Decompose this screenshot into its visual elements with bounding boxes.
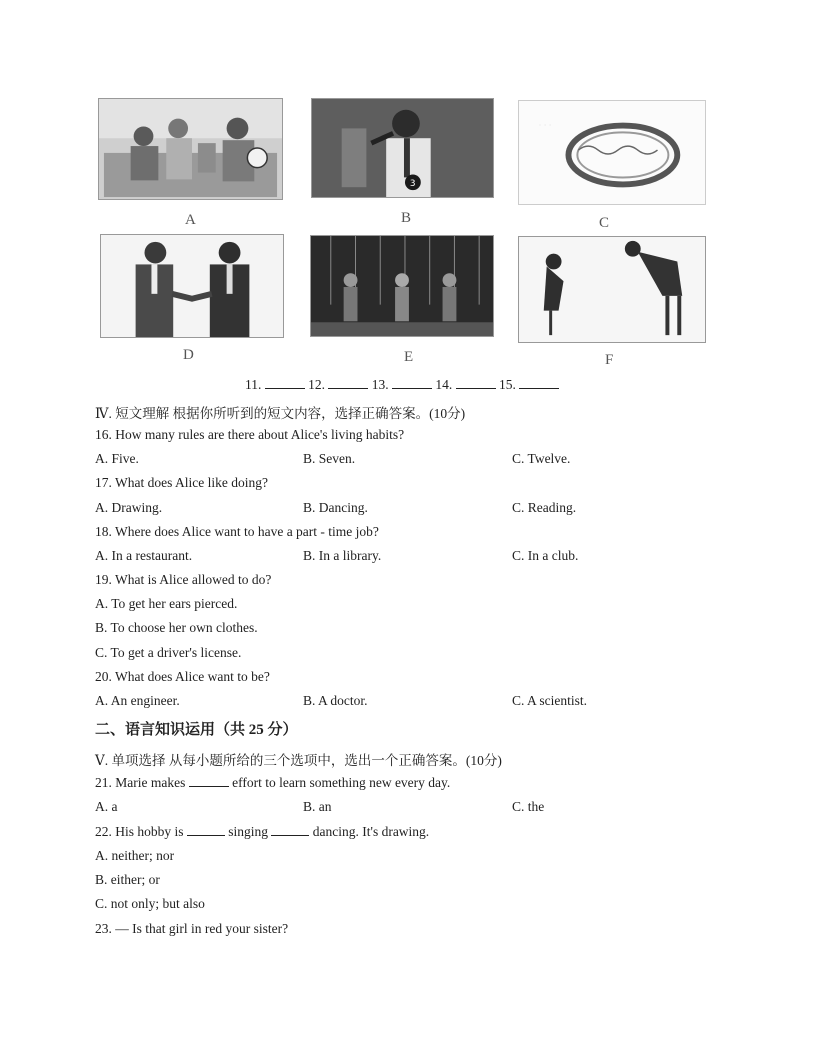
question-21-option-b[interactable]: B. an xyxy=(303,799,332,814)
question-16-option-a[interactable]: A. Five. xyxy=(95,451,139,466)
question-20-option-b[interactable]: B. A doctor. xyxy=(303,693,368,708)
question-22-blank-2[interactable] xyxy=(271,824,309,836)
question-22-blank-1[interactable] xyxy=(187,824,225,836)
men-shaking-hands-icon xyxy=(101,235,283,337)
picture-e xyxy=(310,235,494,337)
question-21-option-c[interactable]: C. the xyxy=(512,799,545,814)
question-17-option-b[interactable]: B. Dancing. xyxy=(303,500,368,515)
question-16-option-c[interactable]: C. Twelve. xyxy=(512,451,571,466)
picture-b-label: B xyxy=(401,210,412,226)
ring-icon xyxy=(519,101,705,204)
answer-blank[interactable] xyxy=(519,377,559,389)
picture-e-label: E xyxy=(404,349,414,365)
question-18-option-c[interactable]: C. In a club. xyxy=(512,548,579,563)
svg-text:. . .: . . . xyxy=(538,118,552,128)
people-bowing-icon xyxy=(519,237,705,342)
question-17-option-c[interactable]: C. Reading. xyxy=(512,500,577,515)
rock-band-stage-icon xyxy=(311,236,493,336)
picture-c-label: C xyxy=(599,215,610,231)
picture-f xyxy=(518,236,706,343)
question-17-option-a[interactable]: A. Drawing. xyxy=(95,500,163,515)
question-22-stem-mid: singing xyxy=(228,824,269,839)
question-19-stem: 19. What is Alice allowed to do? xyxy=(95,572,272,587)
picture-a-label: A xyxy=(185,212,196,228)
question-16-stem: 16. How many rules are there about Alice's living habits? xyxy=(95,427,405,442)
question-21-stem xyxy=(95,775,450,791)
question-18-option-b[interactable]: B. In a library. xyxy=(303,548,382,563)
picture-d xyxy=(100,234,284,338)
question-18-stem: 18. Where does Alice want to have a part - time job? xyxy=(95,524,379,539)
question-20-option-a[interactable]: A. An engineer. xyxy=(95,693,180,708)
question-22-option-b[interactable]: B. either; or xyxy=(95,872,160,887)
section-4-heading: Ⅳ. 短文理解 根据你所听到的短文内容，选择正确答案。(10分) xyxy=(95,406,466,421)
picture-f-label: F xyxy=(605,352,614,368)
answer-number: 13. xyxy=(371,377,389,392)
man-singing-microphone-icon xyxy=(312,99,493,197)
question-22-stem xyxy=(95,824,429,840)
question-19-option-b[interactable]: B. To choose her own clothes. xyxy=(95,620,258,635)
question-22-option-a[interactable]: A. neither; nor xyxy=(95,848,175,863)
question-20-stem: 20. What does Alice want to be? xyxy=(95,669,270,684)
question-21-option-a[interactable]: A. a xyxy=(95,799,118,814)
part-2-heading: 二、语言知识运用（共 25 分） xyxy=(95,722,298,738)
question-22-stem-end: dancing. It's drawing. xyxy=(312,824,430,839)
answer-blank[interactable] xyxy=(392,377,432,389)
question-21-stem-start: 21. Marie makes xyxy=(95,775,186,790)
picture-d-label: D xyxy=(183,347,194,363)
picture-c xyxy=(518,100,706,205)
picture-a xyxy=(98,98,283,200)
answer-blanks-row xyxy=(245,377,559,393)
answer-number: 14. xyxy=(435,377,453,392)
question-18-option-a[interactable]: A. In a restaurant. xyxy=(95,548,193,563)
answer-blank[interactable] xyxy=(328,377,368,389)
answer-blank[interactable] xyxy=(265,377,305,389)
question-23-stem: 23. — Is that girl in red your sister? xyxy=(95,921,289,936)
section-5-heading: Ⅴ. 单项选择 从每小题所给的三个选项中，选出一个正确答案。(10分) xyxy=(95,753,502,768)
question-19-option-c[interactable]: C. To get a driver's license. xyxy=(95,645,242,660)
answer-number: 15. xyxy=(499,377,516,392)
family-watching-football-icon xyxy=(99,99,282,199)
question-17-stem: 17. What does Alice like doing? xyxy=(95,475,268,490)
question-21-stem-end: effort to learn something new every day. xyxy=(232,775,451,790)
question-22-stem-start: 22. His hobby is xyxy=(95,824,184,839)
question-16-option-b[interactable]: B. Seven. xyxy=(303,451,356,466)
question-21-blank[interactable] xyxy=(189,775,229,787)
answer-number: 12. xyxy=(308,377,325,392)
answer-blank[interactable] xyxy=(456,377,496,389)
question-20-option-c[interactable]: C. A scientist. xyxy=(512,693,588,708)
question-22-option-c[interactable]: C. not only; but also xyxy=(95,896,205,911)
answer-number: 11. xyxy=(245,377,262,392)
picture-b xyxy=(311,98,494,198)
svg-text:3: 3 xyxy=(409,179,416,190)
question-19-option-a[interactable]: A. To get her ears pierced. xyxy=(95,596,238,611)
